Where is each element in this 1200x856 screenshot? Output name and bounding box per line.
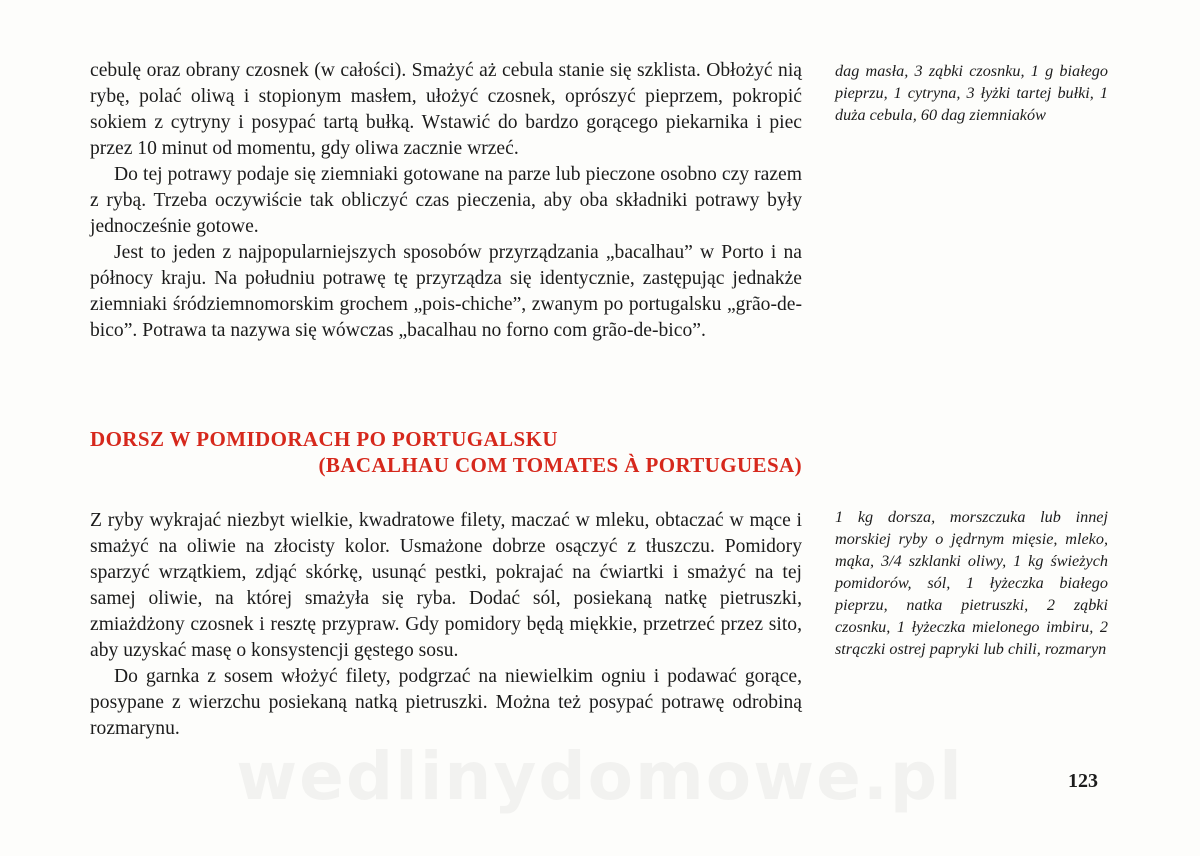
- paragraph: Z ryby wykrajać niezbyt wielkie, kwadratowe filety, maczać w mleku, obtaczać w mące i smażyć na oliwie na złocisty kolor. Usmażone dobrze osączyć z tłuszczu. Pomidory sparzyć wrzątkiem, zdjąć skórkę, usunąć pestki, pokrajać na ćwiartki i smażyć na tej samej oliwie, na której smażyła się ryba. Dodać sól, posiekaną natkę pietruszki, zmiażdżony czosnek i resztę przypraw. Gdy pomidory będą miękkie, przetrzeć przez sito, aby uzyskać masę o konsystencji gęstego sosu.: [90, 510, 802, 661]
- ingredients-note: dag masła, 3 ząbki czosnku, 1 g białego pieprzu, 1 cytryna, 3 łyżki tartej bułki, 1 duża cebula, 60 dag ziemniaków: [835, 62, 1108, 124]
- recipe-title: [90, 426, 802, 478]
- recipe-text-continued: [90, 58, 802, 344]
- watermark: [0, 738, 1200, 815]
- paragraph: Do tej potrawy podaje się ziemniaki gotowane na parze lub pieczone osobno czy razem z rybą. Trzeba oczywiście tak obliczyć czas pieczenia, aby oba składniki potrawy były jednocześnie gotowe.: [90, 164, 802, 237]
- recipe-instructions: [90, 508, 802, 742]
- recipe-title-portuguese: (BACALHAU COM TOMATES À PORTUGUESA): [318, 453, 802, 477]
- recipe-title-polish: DORSZ W POMIDORACH PO PORTUGALSKU: [90, 427, 558, 451]
- ingredients-list: 1 kg dorsza, morszczuka lub innej morskiej ryby o jędrnym mięsie, mleko, mąka, 3/4 szklanki oliwy, 1 kg świeżych pomidorów, sól, 1 łyżeczka białego pieprzu, natka pietruszki, 2 ząbki czosnku, 1 łyżeczka mielonego imbiru, 2 strączki ostrej papryki lub chili, rozmaryn: [835, 508, 1108, 658]
- page-number: 123: [1068, 770, 1098, 792]
- paragraph: Do garnka z sosem włożyć filety, podgrzać na niewielkim ogniu i podawać gorące, posypane z wierzchu posiekaną natką pietruszki. Można też posypać potrawę odrobiną rozmarynu.: [90, 666, 802, 739]
- paragraph: Jest to jeden z najpopularniejszych sposobów przyrządzania „bacalhau” w Porto i na północy kraju. Na południu potrawę tę przyrządza się identycznie, zastępując jednakże ziemniaki śródziemnomorskim grochem „pois-chiche”, zwanym po portugalsku „grão-de-bico”. Potrawa ta nazywa się wówczas „bacalhau no forno com grão-de-bico”.: [90, 242, 802, 341]
- paragraph: cebulę oraz obrany czosnek (w całości). Smażyć aż cebula stanie się szklista. Obłożyć nią rybę, polać oliwą i stopionym masłem, ułożyć czosnek, oprószyć pieprzem, pokropić sokiem z cytryny i posypać tartą bułką. Wstawić do bardzo gorącego piekarnika i piec przez 10 minut od momentu, gdy oliwa zacznie wrzeć.: [90, 60, 802, 159]
